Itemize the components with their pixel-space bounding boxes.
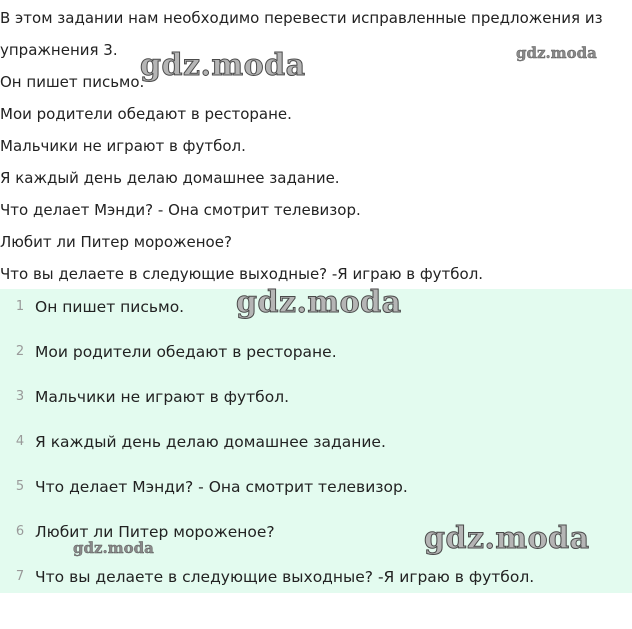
answer-code-block — [0, 289, 632, 593]
intro-line: Он пишет письмо. — [0, 73, 145, 91]
answer-text: Что делает Мэнди? - Она смотрит телевизор. — [35, 478, 408, 496]
answer-row — [0, 475, 632, 499]
intro-line: Любит ли Питер мороженое? — [0, 233, 232, 251]
line-number: 5 — [15, 479, 25, 494]
answer-row — [0, 520, 632, 544]
answer-text: Мальчики не играют в футбол. — [35, 388, 290, 406]
intro-line: В этом задании нам необходимо перевести исправленные предложения из — [0, 9, 603, 27]
answer-row — [0, 385, 632, 409]
line-number: 6 — [15, 524, 25, 539]
line-number: 7 — [15, 569, 25, 584]
watermark-logo: gdz.moda — [73, 539, 154, 557]
intro-line: Я каждый день делаю домашнее задание. — [0, 169, 340, 187]
answer-row — [0, 430, 632, 454]
answer-text: Он пишет письмо. — [35, 298, 185, 316]
line-number: 4 — [15, 434, 25, 449]
intro-line: Что делает Мэнди? - Она смотрит телевизор. — [0, 201, 361, 219]
answer-row — [0, 340, 632, 364]
line-number: 3 — [15, 389, 25, 404]
watermark-logo: gdz.moda — [516, 44, 597, 62]
line-number: 1 — [15, 299, 25, 314]
intro-line: упражнения 3. — [0, 41, 118, 59]
answer-text: Любит ли Питер мороженое? — [35, 523, 275, 541]
answer-row — [0, 565, 632, 589]
watermark-logo: gdz.moda — [424, 521, 590, 556]
intro-line: Что вы делаете в следующие выходные? -Я играю в футбол. — [0, 265, 484, 283]
line-number: 2 — [15, 344, 25, 359]
intro-line: Мои родители обедают в ресторане. — [0, 105, 292, 123]
answer-text: Мои родители обедают в ресторане. — [35, 343, 337, 361]
answer-text: Я каждый день делаю домашнее задание. — [35, 433, 386, 451]
watermark-logo: gdz.moda — [140, 48, 306, 83]
watermark-logo: gdz.moda — [236, 285, 402, 320]
intro-line: Мальчики не играют в футбол. — [0, 137, 246, 155]
answer-text: Что вы делаете в следующие выходные? -Я играю в футбол. — [35, 568, 535, 586]
answer-row — [0, 295, 632, 319]
